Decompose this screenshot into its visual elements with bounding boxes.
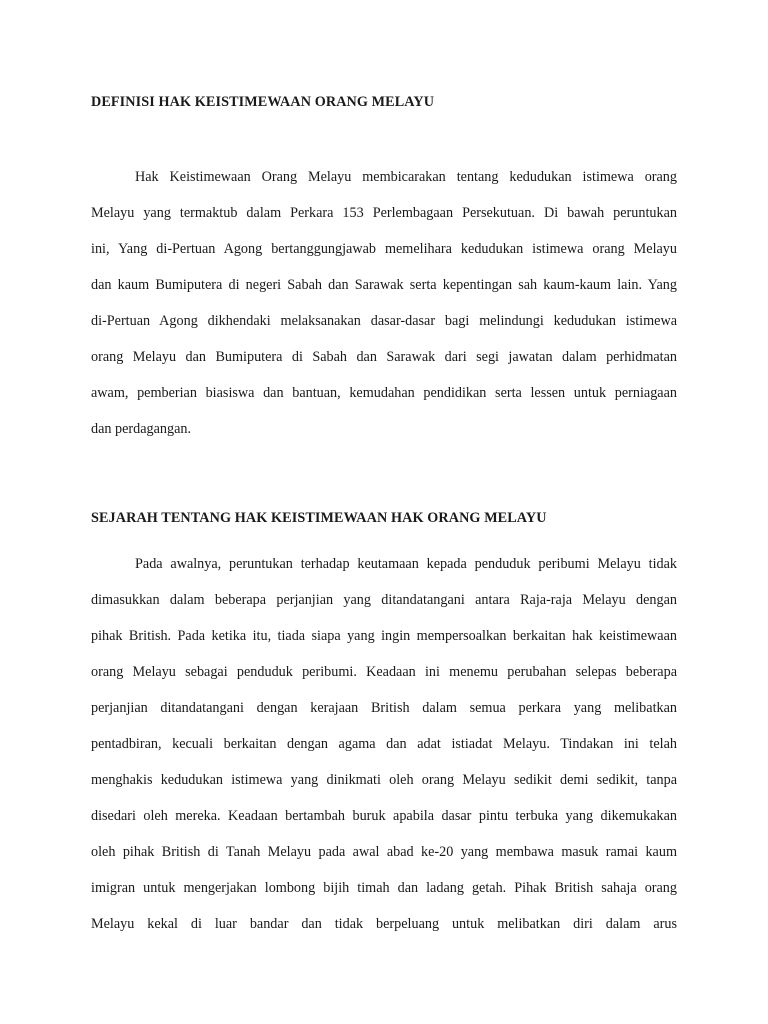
paragraph-line: di-Pertuan Agong dikhendaki melaksanakan dasar-dasar bagi melindungi kedudukan istimewa: [91, 313, 677, 329]
paragraph-line: oleh pihak British di Tanah Melayu pada awal abad ke-20 yang membawa masuk ramai kaum: [91, 844, 677, 860]
paragraph-line: Melayu kekal di luar bandar dan tidak berpeluang untuk melibatkan diri dalam arus: [91, 916, 677, 932]
paragraph-line: orang Melayu dan Bumiputera di Sabah dan Sarawak dari segi jawatan dalam perhidmatan: [91, 349, 677, 365]
paragraph-line: pentadbiran, kecuali berkaitan dengan agama dan adat istiadat Melayu. Tindakan ini telah: [91, 736, 677, 752]
paragraph-line: Melayu yang termaktub dalam Perkara 153 Perlembagaan Persekutuan. Di bawah peruntukan: [91, 205, 677, 221]
section-heading-definisi: DEFINISI HAK KEISTIMEWAAN ORANG MELAYU: [91, 94, 435, 110]
paragraph-line: ini, Yang di-Pertuan Agong bertanggungjawab memelihara kedudukan istimewa orang Melayu: [91, 241, 677, 257]
paragraph-line: dan kaum Bumiputera di negeri Sabah dan Sarawak serta kepentingan sah kaum-kaum lain. Yang: [91, 277, 677, 293]
paragraph-line: imigran untuk mengerjakan lombong bijih timah dan ladang getah. Pihak British sahaja orang: [91, 880, 677, 896]
section-heading-sejarah: SEJARAH TENTANG HAK KEISTIMEWAAN HAK ORANG MELAYU: [91, 510, 547, 526]
paragraph-sejarah: [91, 546, 677, 942]
paragraph-line: Hak Keistimewaan Orang Melayu membicarakan tentang kedudukan istimewa orang: [135, 169, 677, 185]
paragraph-line: disedari oleh mereka. Keadaan bertambah buruk apabila dasar pintu terbuka yang dikemukakan: [91, 808, 677, 824]
paragraph-line: menghakis kedudukan istimewa yang dinikmati oleh orang Melayu sedikit demi sedikit, tanpa: [91, 772, 677, 788]
paragraph-line: perjanjian ditandatangani dengan kerajaan British dalam semua perkara yang melibatkan: [91, 700, 677, 716]
paragraph-line: dan perdagangan.: [91, 421, 192, 437]
paragraph-line: Pada awalnya, peruntukan terhadap keutamaan kepada penduduk peribumi Melayu tidak: [135, 556, 677, 572]
paragraph-line: awam, pemberian biasiswa dan bantuan, kemudahan pendidikan serta lessen untuk perniagaan: [91, 385, 677, 401]
paragraph-line: dimasukkan dalam beberapa perjanjian yang ditandatangani antara Raja-raja Melayu dengan: [91, 592, 677, 608]
paragraph-definisi: [91, 159, 677, 447]
paragraph-line: orang Melayu sebagai penduduk peribumi. Keadaan ini menemu perubahan selepas beberapa: [91, 664, 677, 680]
paragraph-line: pihak British. Pada ketika itu, tiada siapa yang ingin mempersoalkan berkaitan hak keistimewaan: [91, 628, 677, 644]
